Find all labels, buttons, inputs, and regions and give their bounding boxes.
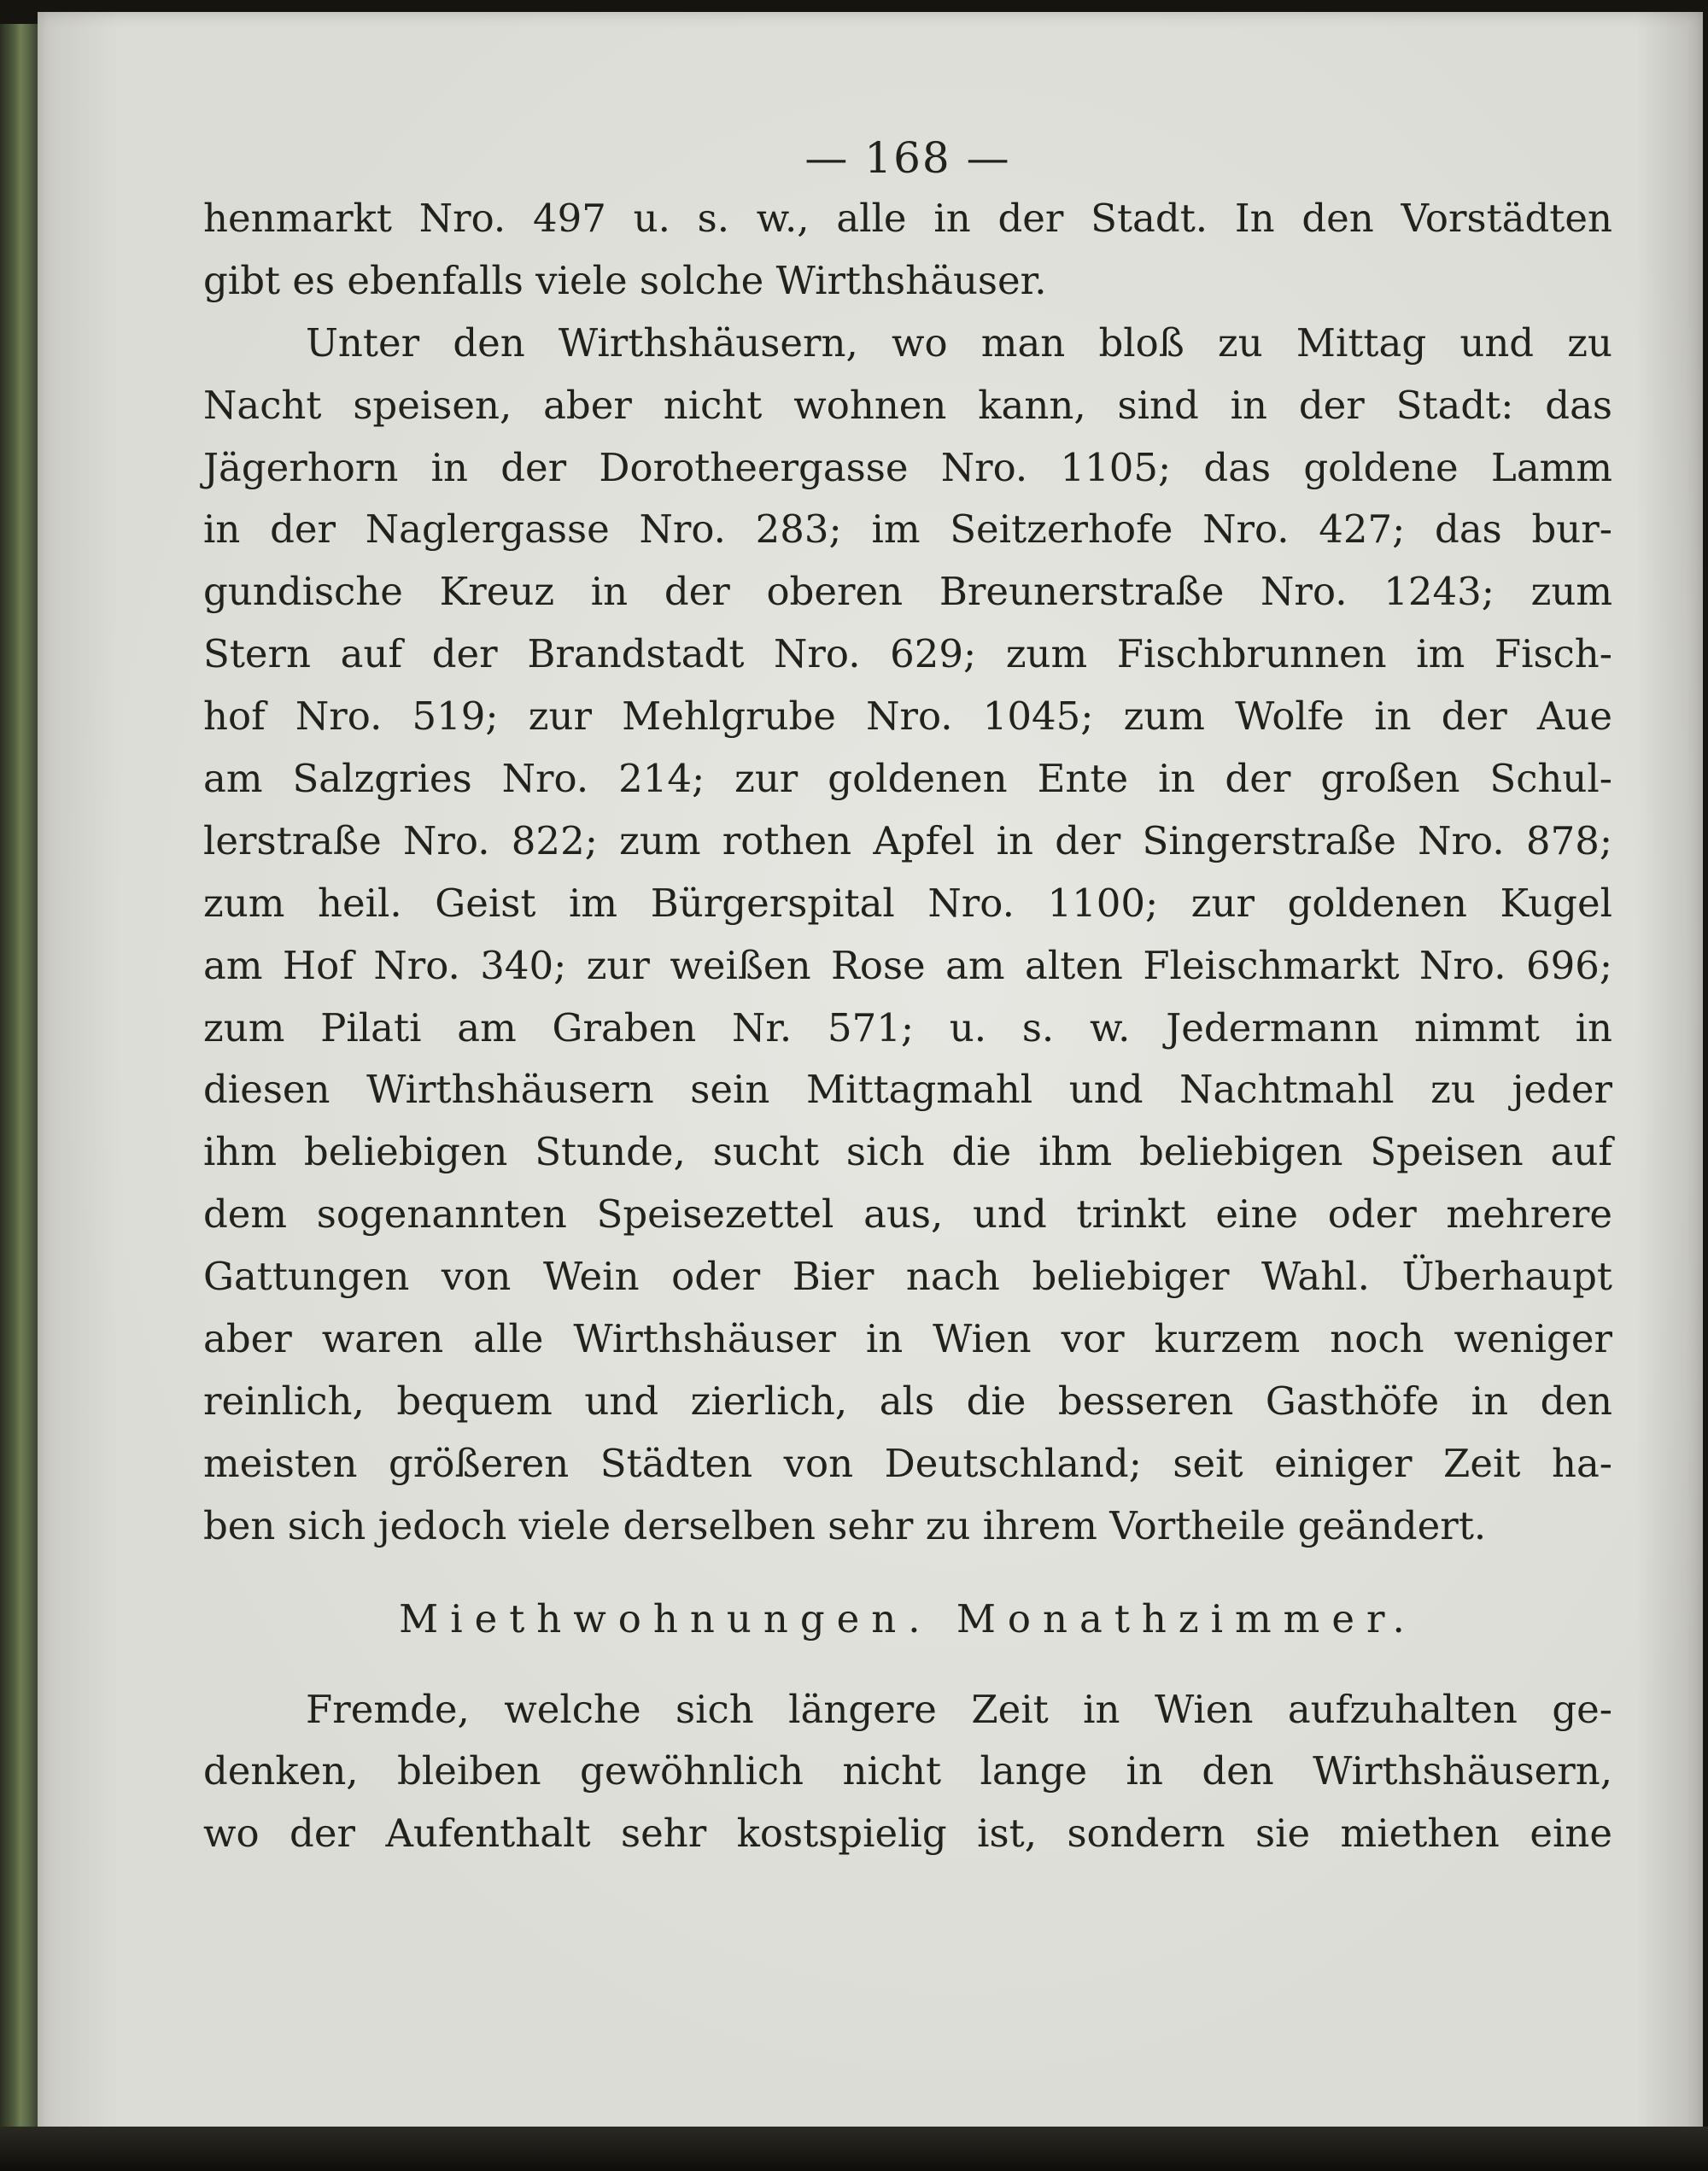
text-line: aber waren alle Wirthshäuser in Wien vor kurzem noch weniger xyxy=(203,1316,1612,1362)
text-line: meisten größeren Städten von Deutschland; seit einiger Zeit ha- xyxy=(203,1440,1612,1486)
text-line: dem sogenannten Speisezettel aus, und trinkt eine oder mehrere xyxy=(203,1191,1612,1238)
text-line: Stern auf der Brandstadt Nro. 629; zum Fischbrunnen im Fisch- xyxy=(203,631,1612,677)
text-line: reinlich, bequem und zierlich, als die besseren Gasthöfe in den xyxy=(203,1378,1612,1424)
paragraph-lodgings xyxy=(203,1679,1612,1866)
text-line: am Salzgries Nro. 214; zur goldenen Ente in der großen Schul- xyxy=(203,756,1612,802)
text-line: in der Naglergasse Nro. 283; im Seitzerhofe Nro. 427; das bur- xyxy=(203,506,1612,553)
text-line: Jägerhorn in der Dorotheergasse Nro. 1105; das goldene Lamm xyxy=(203,444,1612,490)
text-line: Fremde, welche sich längere Zeit in Wien aufzuhalten ge- xyxy=(306,1686,1612,1732)
text-line: diesen Wirthshäusern sein Mittagmahl und Nachtmahl zu jeder xyxy=(203,1067,1612,1113)
scan-bottom-shadow xyxy=(0,2127,1708,2171)
text-line: gibt es ebenfalls viele solche Wirthshäuser. xyxy=(203,257,1047,303)
text-line: Gattungen von Wein oder Bier nach beliebiger Wahl. Überhaupt xyxy=(203,1254,1612,1300)
text-line: ihm beliebigen Stunde, sucht sich die ihm beliebigen Speisen auf xyxy=(203,1129,1612,1175)
text-line: denken, bleiben gewöhnlich nicht lange in den Wirthshäusern, xyxy=(203,1748,1612,1794)
page-number: — 168 — xyxy=(804,133,1011,183)
text-line: lerstraße Nro. 822; zum rothen Apfel in der Singerstraße Nro. 878; xyxy=(203,817,1612,863)
text-line: ben sich jedoch viele derselben sehr zu ihrem Vortheile geändert. xyxy=(203,1502,1487,1548)
page-text-block xyxy=(203,128,1612,1865)
paragraph-continuation xyxy=(203,188,1612,313)
text-line: hof Nro. 519; zur Mehlgrube Nro. 1045; zum Wolfe in der Aue xyxy=(203,693,1612,740)
text-line: zum Pilati am Graben Nr. 571; u. s. w. Jedermann nimmt in xyxy=(203,1004,1612,1050)
text-line: Unter den Wirthshäusern, wo man bloß zu Mittag und zu xyxy=(306,319,1612,366)
text-line: henmarkt Nro. 497 u. s. w., alle in der Stadt. In den Vorstädten xyxy=(203,196,1612,241)
text-line: wo der Aufenthalt sehr kostspielig ist, sondern sie miethen eine xyxy=(203,1811,1612,1857)
section-heading: Miethwohnungen. Monathzimmer. xyxy=(399,1595,1417,1641)
text-line: am Hof Nro. 340; zur weißen Rose am alten Fleischmarkt Nro. 696; xyxy=(203,942,1612,988)
paragraph-inns xyxy=(203,313,1612,1558)
text-line: Nacht speisen, aber nicht wohnen kann, sind in der Stadt: das xyxy=(203,382,1612,428)
text-line: zum heil. Geist im Bürgerspital Nro. 1100; zur goldenen Kugel xyxy=(203,880,1612,926)
book-spine-edge xyxy=(0,24,38,2142)
text-line: gundische Kreuz in der oberen Breunerstraße Nro. 1243; zum xyxy=(203,569,1612,615)
